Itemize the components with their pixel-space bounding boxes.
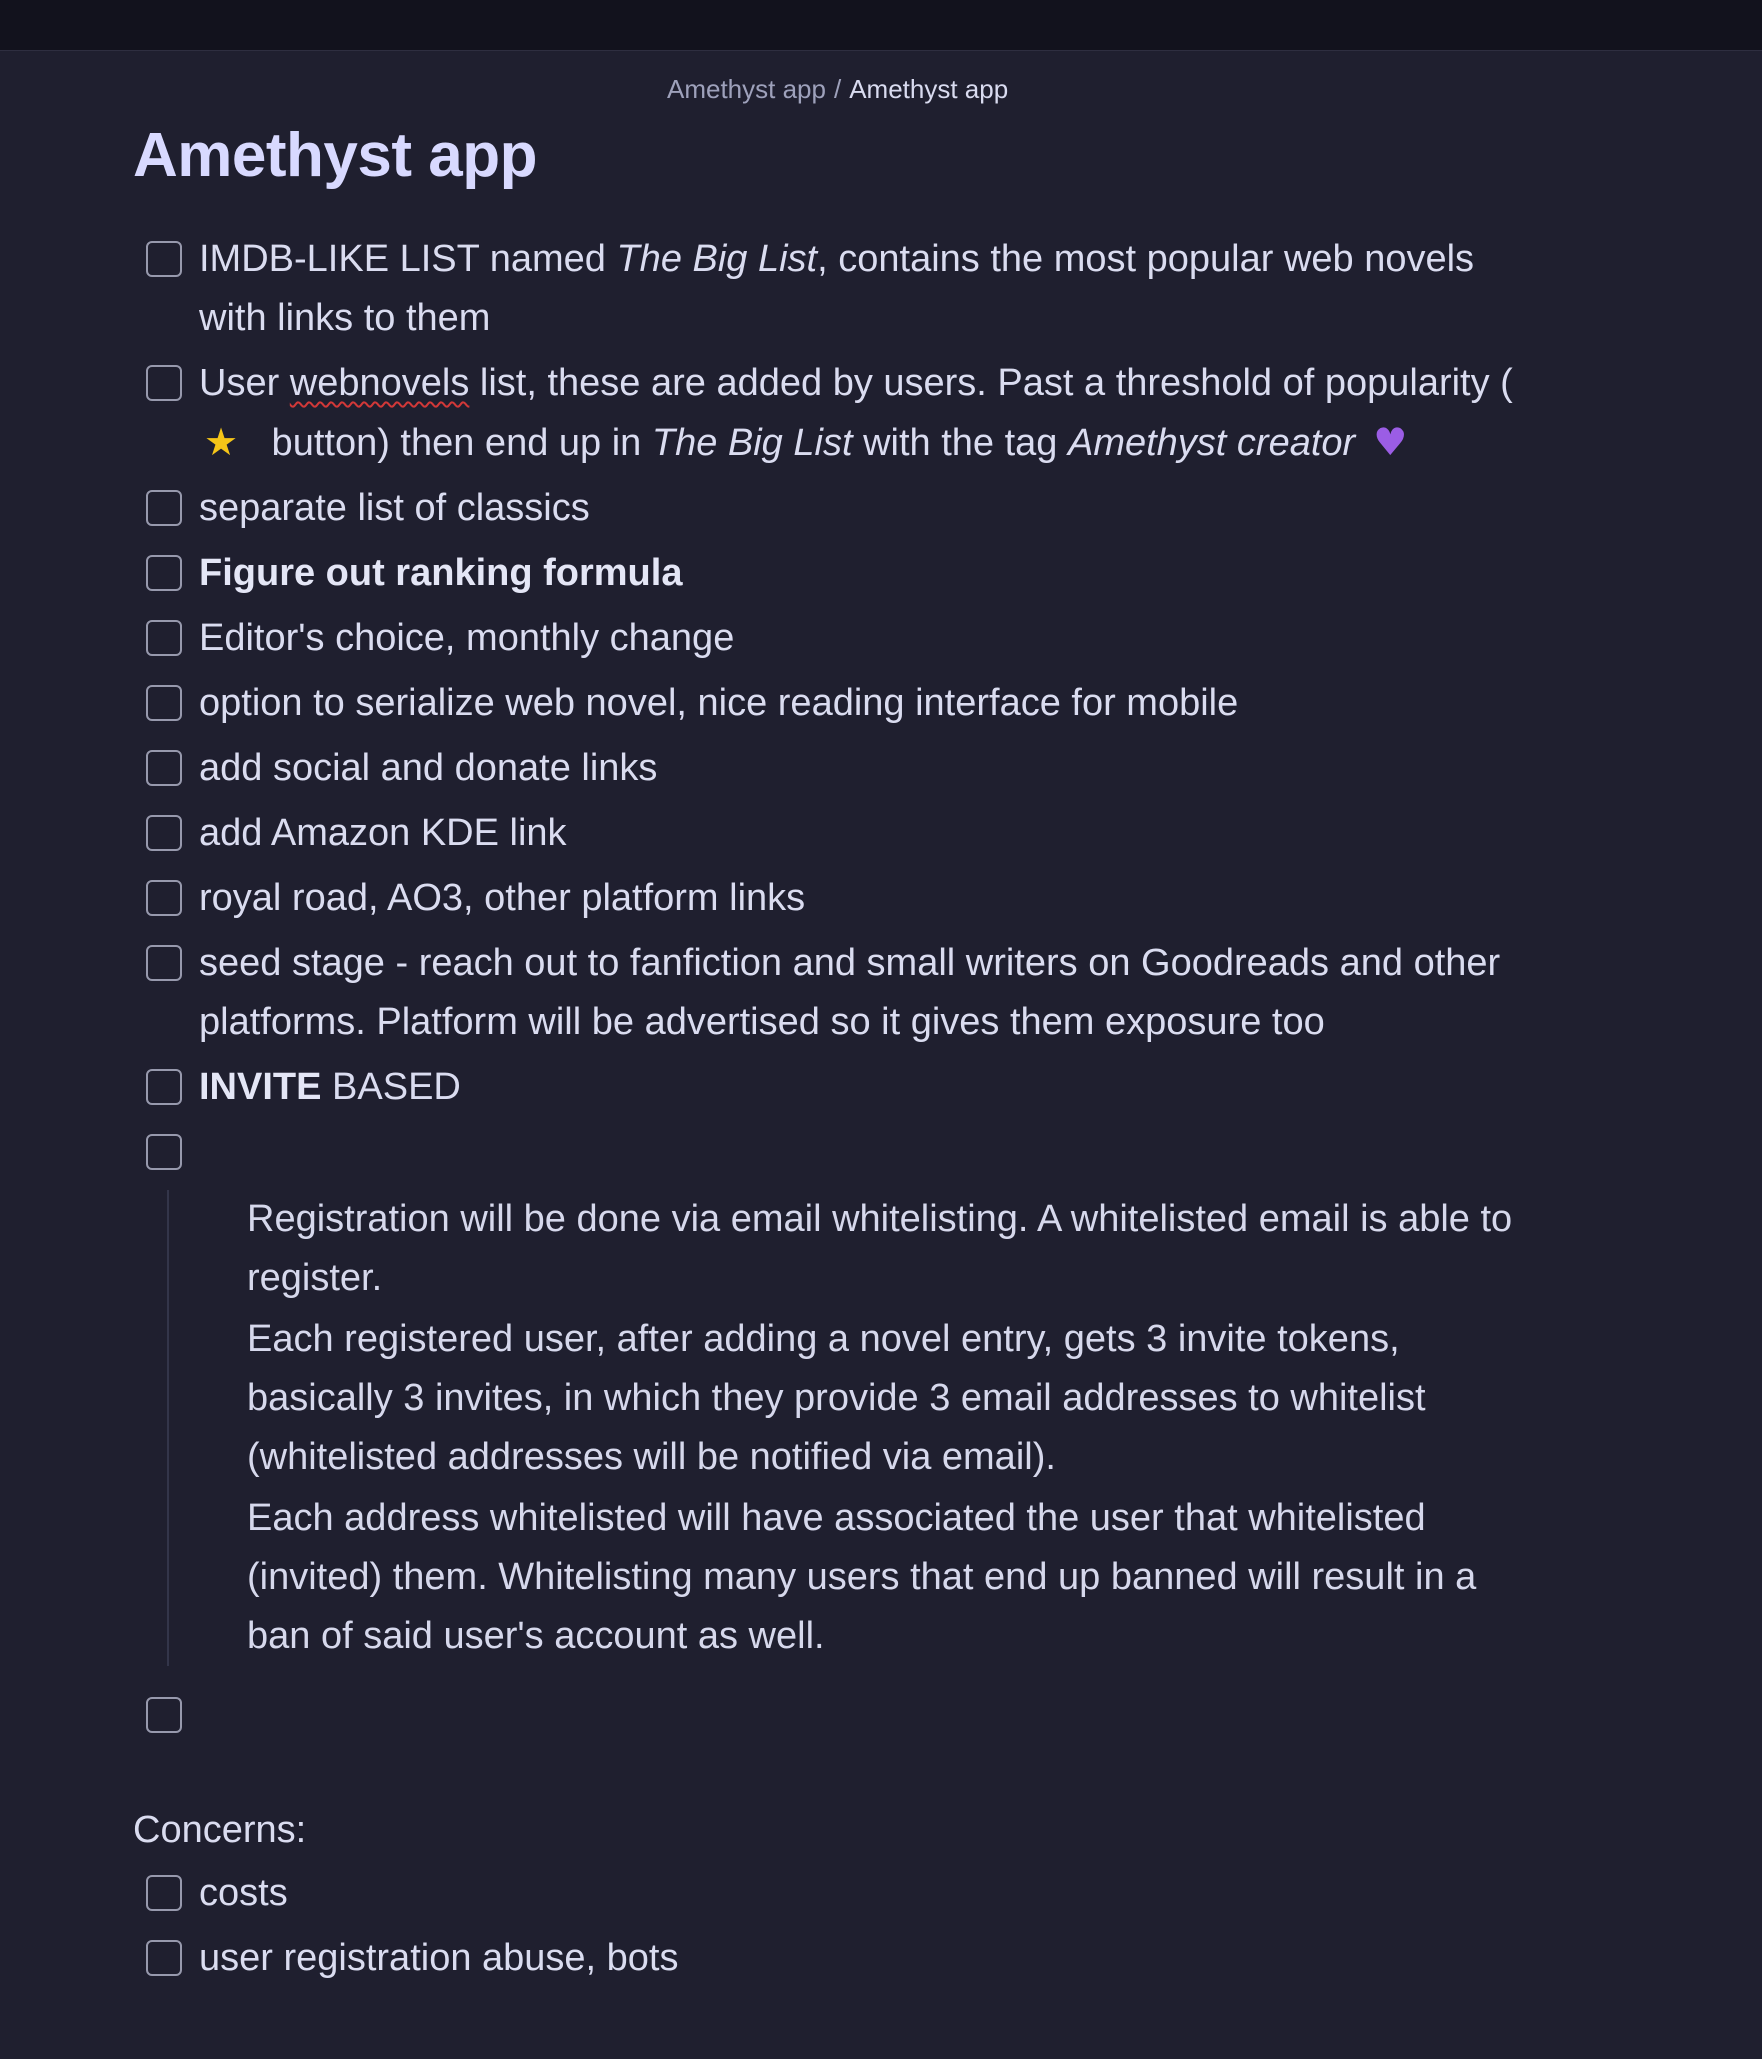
todo-item: [133, 674, 1513, 733]
todo-checkbox[interactable]: [146, 490, 182, 526]
todo-text[interactable]: Editor's choice, monthly change: [199, 617, 735, 659]
todo-text[interactable]: [199, 1058, 1513, 1117]
todo-checkbox[interactable]: [146, 750, 182, 786]
todo-text[interactable]: [199, 230, 1513, 348]
todo-text-empty[interactable]: [199, 1123, 1513, 1182]
blockquote-paragraph: Each registered user, after adding a novel entry, gets 3 invite tokens, basically 3 invites, in which they provide 3 email addresses to whitelist (whitelisted addresses will be notified via email).: [247, 1318, 1426, 1478]
todo-text-italic: The Big List: [616, 238, 818, 280]
blockquote[interactable]: [167, 1190, 1513, 1666]
page-content: [133, 230, 1513, 1994]
todo-text-part: , contains the most popular web novels with links to them: [199, 238, 1475, 339]
blockquote-paragraph: Registration will be done via email whitelisting. A whitelisted email is able to register.: [247, 1198, 1513, 1299]
blockquote-paragraph: Each address whitelisted will have associated the user that whitelisted (invited) them. Whitelisting many users that end up banned will result in a ban of said user's account as well.: [247, 1497, 1477, 1657]
todo-checkbox[interactable]: [146, 1875, 182, 1911]
todo-item: [133, 544, 1513, 603]
todo-item: [133, 1058, 1513, 1117]
todo-item: [133, 230, 1513, 348]
todo-checkbox[interactable]: [146, 620, 182, 656]
todo-text[interactable]: user registration abuse, bots: [199, 1937, 679, 1979]
todo-checkbox[interactable]: [146, 880, 182, 916]
concerns-heading[interactable]: Concerns:: [133, 1809, 307, 1851]
todo-item: [133, 609, 1513, 668]
todo-text[interactable]: costs: [199, 1872, 288, 1914]
todo-item: [133, 1929, 1513, 1988]
top-bar: [0, 0, 1762, 51]
todo-text-part: IMDB-LIKE LIST named: [199, 238, 617, 280]
todo-text[interactable]: option to serialize web novel, nice reading interface for mobile: [199, 682, 1239, 724]
todo-text[interactable]: add social and donate links: [199, 747, 658, 789]
purple-heart-icon: ♥: [1373, 420, 1408, 464]
todo-checkbox[interactable]: [146, 815, 182, 851]
todo-text-empty[interactable]: [199, 1686, 1513, 1745]
todo-text-part: with the tag: [852, 422, 1068, 464]
todo-checkbox[interactable]: [146, 555, 182, 591]
todo-checkbox[interactable]: [146, 1940, 182, 1976]
todo-item: [133, 804, 1513, 863]
breadcrumb-parent[interactable]: Amethyst app: [667, 74, 826, 104]
todo-text-part: User: [199, 362, 290, 404]
todo-text[interactable]: [199, 354, 1513, 473]
todo-text-italic: Amethyst creator: [1067, 422, 1356, 464]
misspelled-word[interactable]: webnovels: [289, 362, 470, 404]
todo-checkbox[interactable]: [146, 685, 182, 721]
todo-checkbox[interactable]: [146, 1069, 182, 1105]
todo-item-empty: [133, 1686, 1513, 1745]
todo-checkbox[interactable]: [146, 241, 182, 277]
todo-item: [133, 1864, 1513, 1923]
breadcrumb: [667, 74, 1008, 105]
todo-text[interactable]: separate list of classics: [199, 487, 590, 529]
todo-checkbox[interactable]: [146, 1697, 182, 1733]
todo-item-empty: [133, 1123, 1513, 1182]
todo-text-italic: The Big List: [651, 422, 853, 464]
todo-text-bold: INVITE: [199, 1066, 322, 1108]
todo-item: [133, 869, 1513, 928]
todo-item: [133, 479, 1513, 538]
todo-text[interactable]: royal road, AO3, other platform links: [199, 877, 806, 919]
todo-text-part: button) then end up in: [261, 422, 652, 464]
page-title[interactable]: Amethyst app: [133, 121, 537, 190]
breadcrumb-separator: /: [833, 74, 842, 104]
todo-text-part: list, these are added by users. Past a threshold of popularity (: [469, 362, 1513, 404]
todo-item: [133, 934, 1513, 1052]
todo-checkbox[interactable]: [146, 945, 182, 981]
todo-item: [133, 354, 1513, 473]
breadcrumb-current[interactable]: Amethyst app: [849, 74, 1009, 104]
todo-text[interactable]: Figure out ranking formula: [199, 552, 683, 594]
star-icon: ★: [203, 420, 239, 464]
todo-text[interactable]: seed stage - reach out to fanfiction and small writers on Goodreads and other platforms. Platform will be advertised so it gives them exposure too: [199, 942, 1501, 1043]
todo-text-part: BASED: [321, 1066, 461, 1108]
todo-item: [133, 739, 1513, 798]
todo-text[interactable]: add Amazon KDE link: [199, 812, 567, 854]
todo-checkbox[interactable]: [146, 1134, 182, 1170]
todo-checkbox[interactable]: [146, 365, 182, 401]
